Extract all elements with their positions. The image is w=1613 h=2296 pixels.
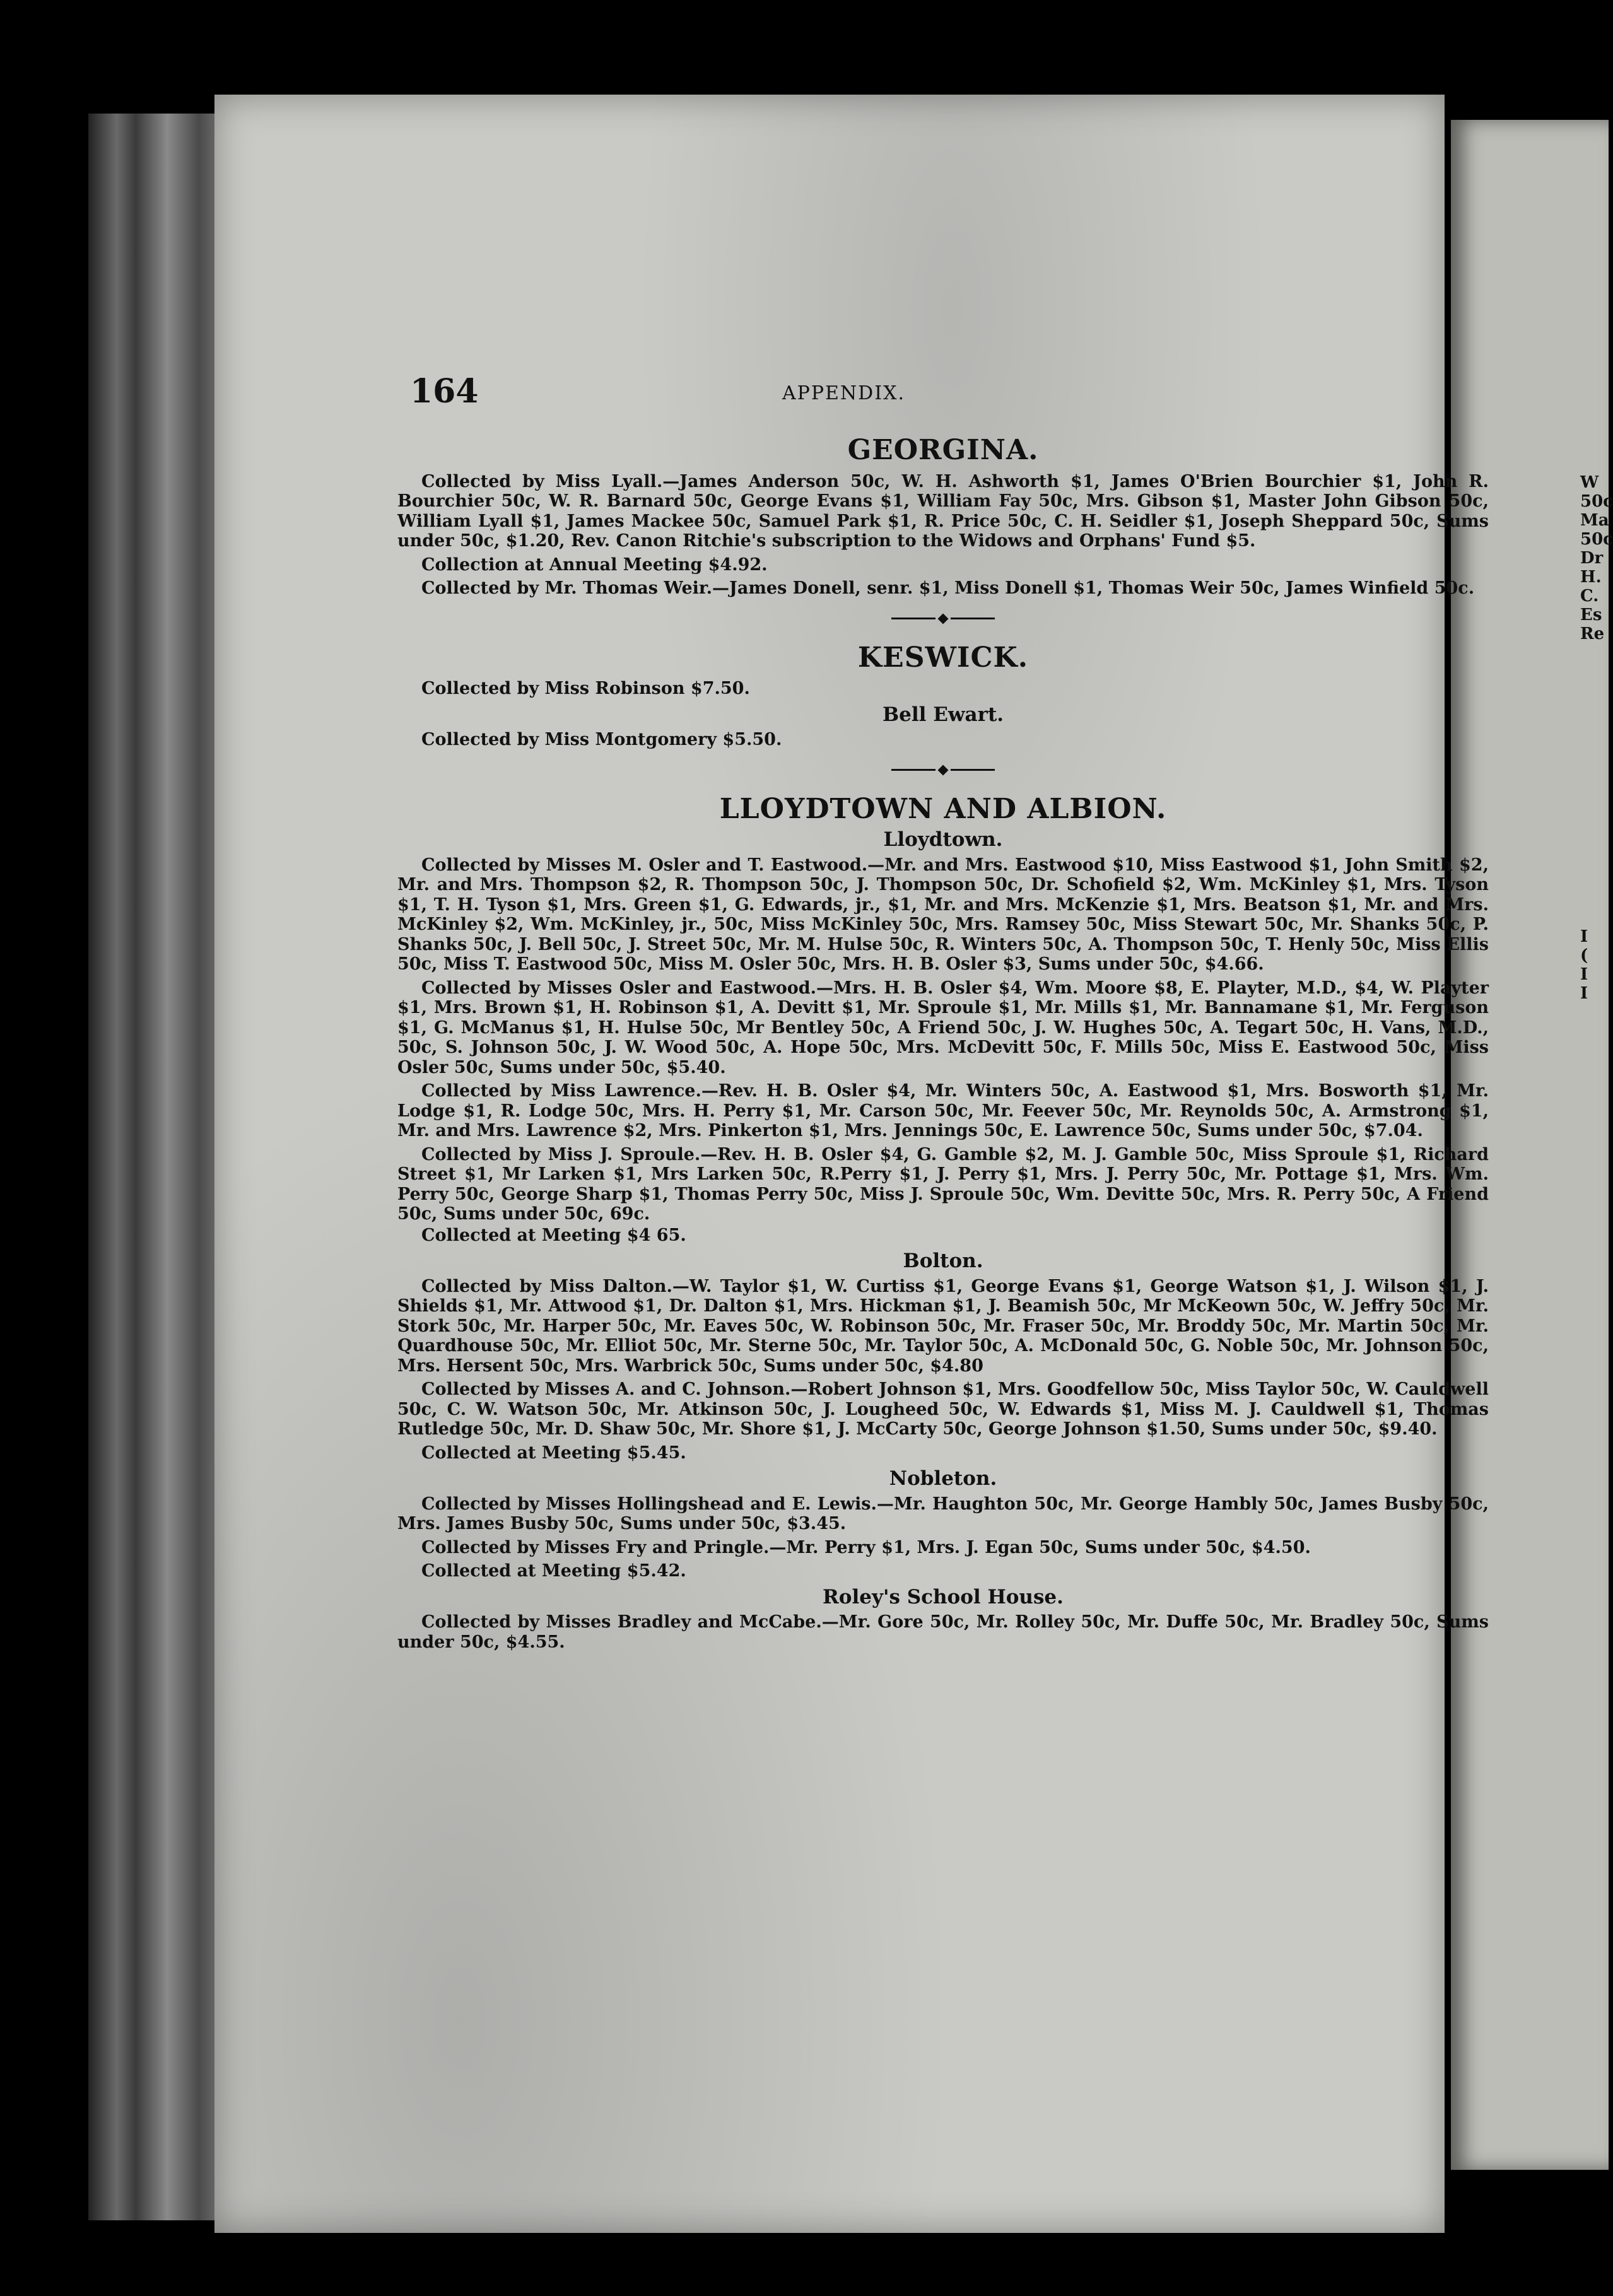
paragraph: Collected by Miss Dalton.—W. Taylor $1, W. Curtiss $1, George Evans $1, George Watson $1, J. Wilson $1, J. Shields $1, Mr. Attwood $1, Dr. Dalton $1, Mrs. Hickman $1, J. Beamish 50c, Mr McKeown 50c, W. Jeffry 50c, Mr. Stork 50c, Mr. Harper 50c, Mr. Eaves 50c, W. Robinson 50c, Mr. Fraser 50c, Mr. Broddy 50c, Mr. Martin 50c, Mr. Quardhouse 50c, Mr. Elliot 50c, Mr. Sterne 50c, Mr. Taylor 50c, A. McDonald 50c, G. Noble 50c, Mr. Johnson 50c, Mrs. Hersent 50c, Mrs. Warbrick 50c, Sums under 50c, $4.80 [397, 1276, 1489, 1376]
running-head: APPENDIX. [782, 382, 905, 404]
paragraph: Collected by Miss Lawrence.—Rev. H. B. Osler $4, Mr. Winters 50c, A. Eastwood $1, Mrs. Bosworth $1, Mr. Lodge $1, R. Lodge 50c, Mrs. H. Perry $1, Mr. Carson 50c, Mr. Feever 50c, Mr. Reynolds 50c, A. Armstrong $1, Mr. and Mrs. Lawrence $2, Mrs. Pinkerton $1, Mrs. Jennings 50c, E. Lawrence 50c, Sums under 50c, $7.04. [397, 1081, 1489, 1140]
paragraph: Collected by Miss Montgomery $5.50. [421, 730, 782, 749]
facing-page-fragments-top [1580, 473, 1613, 643]
paragraph: Collected by Misses Fry and Pringle.—Mr. Perry $1, Mrs. J. Egan 50c, Sums under 50c, $4.50. [421, 1537, 1311, 1557]
paragraph: Collected by Misses A. and C. Johnson.—Robert Johnson $1, Mrs. Goodfellow 50c, Miss Taylor 50c, W. Cauldwell 50c, C. W. Watson 50c, Mr. Atkinson 50c, J. Lougheed 50c, W. Edwards $1, Miss M. J. Cauldwell $1, Thomas Rutledge 50c, Mr. D. Shaw 50c, Mr. Shore $1, J. McCarty 50c, George Johnson $1.50, Sums under 50c, $9.40. [397, 1379, 1489, 1439]
fragment: C. [1580, 587, 1599, 606]
fragment: ( [1580, 946, 1588, 965]
paragraph: Collected by Miss Robinson $7.50. [421, 679, 750, 698]
fragment: I [1580, 927, 1588, 946]
book-page [214, 95, 1489, 2233]
page-header [410, 372, 1482, 416]
fragment: W [1580, 473, 1599, 492]
page-number: 164 [410, 372, 479, 411]
paragraph: Collected by Misses Hollingshead and E. Lewis.—Mr. Haughton 50c, Mr. George Hambly 50c, James Busby 50c, Mrs. James Busby 50c, Sums under 50c, $3.45. [397, 1494, 1489, 1533]
section-title-keswick: KESWICK. [857, 641, 1029, 674]
section-title-lloydtown-albion: LLOYDTOWN AND ALBION. [719, 792, 1167, 825]
paragraph: Collection at Annual Meeting $4.92. [421, 554, 768, 575]
paragraph: Collected by Misses Bradley and McCabe.—Mr. Gore 50c, Mr. Rolley 50c, Mr. Duffe 50c, Mr. Bradley 50c, Sums under 50c, $4.55. [397, 1612, 1489, 1652]
fragment: Es [1580, 606, 1602, 624]
fragment: I [1580, 984, 1588, 1003]
fragment: Ma [1580, 511, 1609, 530]
section-divider [397, 615, 1489, 623]
paragraph: Collected by Misses M. Osler and T. Eastwood.—Mr. and Mrs. Eastwood $10, Miss Eastwood $1, John Smith $2, Mr. and Mrs. Thompson $2, R. Thompson 50c, J. Thompson 50c, Dr. Schofield $2, Wm. McKinley $1, Mrs. Tyson $1, T. H. Tyson $1, Mrs. Green $1, G. Edwards, jr., $1, Mr. and Mrs. McKenzie $1, Mrs. Beatson $1, Mr. and Mrs. McKinley $2, Wm. McKinley, jr., 50c, Miss McKinley 50c, Mrs. Ramsey 50c, Miss Stewart 50c, Mr. Shanks 50c, P. Shanks 50c, J. Bell 50c, J. Street 50c, Mr. M. Hulse 50c, R. Winters 50c, A. Thompson 50c, T. Henly 50c, Miss Ellis 50c, Miss T. Eastwood 50c, Miss M. Osler 50c, Mrs. H. B. Osler $3, Sums under 50c, $4.66. [397, 855, 1489, 974]
page-body [397, 435, 1489, 1656]
paragraph: Collected by Misses Osler and Eastwood.—Mrs. H. B. Osler $4, Wm. Moore $8, E. Playter, M.D., $4, W. Playter $1, Mrs. Brown $1, H. Robinson $1, A. Devitt $1, Mr. Sproule $1, Mr. Mills $1, Mr. Bannamane $1, Mr. Ferguson $1, G. McManus $1, H. Hulse 50c, Mr Bentley 50c, A Friend 50c, J. W. Hughes 50c, A. Tegart 50c, H. Vans, M.D., 50c, S. Johnson 50c, J. W. Wood 50c, A. Hope 50c, Mrs. McDevitt 50c, F. Mills 50c, Miss E. Eastwood 50c, Miss Osler 50c, Sums under 50c, $5.40. [397, 978, 1489, 1077]
fragment: Re [1580, 624, 1605, 643]
fragment: I [1580, 965, 1588, 984]
subsection-title-bell-ewart: Bell Ewart. [882, 703, 1004, 726]
subsection-title-nobleton: Nobleton. [889, 1467, 997, 1490]
paragraph: Collected by Miss J. Sproule.—Rev. H. B. Osler $4, G. Gamble $2, M. J. Gamble 50c, Miss Sproule $1, Richard Street $1, Mr Larken $1, Mrs Larken 50c, R.Perry $1, J. Perry $1, Mrs. J. Perry 50c, Mr. Pottage $1, Mrs. Wm. Perry 50c, George Sharp $1, Thomas Perry 50c, Miss J. Sproule 50c, Wm. Devitte 50c, Mrs. R. Perry 50c, A Friend 50c, Sums under 50c, 69c. [397, 1144, 1489, 1224]
fragment: H. [1580, 568, 1602, 587]
section-divider [397, 766, 1489, 774]
paragraph: Collected by Mr. Thomas Weir.—James Donell, senr. $1, Miss Donell $1, Thomas Weir 50c, James Winfield 50c. [421, 578, 1475, 598]
paragraph: Collected by Miss Lyall.—James Anderson 50c, W. H. Ashworth $1, James O'Brien Bourchier $1, John R. Bourchier 50c, W. R. Barnard 50c, George Evans $1, William Fay 50c, Mrs. Gibson $1, Master John Gibson 50c, William Lyall $1, James Mackee 50c, Samuel Park $1, R. Price 50c, C. H. Seidler $1, Joseph Sheppard 50c, Sums under 50c, $1.20, Rev. Canon Ritchie's subscription to the Widows and Orphans' Fund $5. [397, 471, 1489, 551]
facing-page-fragments-bottom [1580, 927, 1588, 1003]
section-title-georgina: GEORGINA. [847, 434, 1039, 466]
fragment: 50c [1580, 492, 1613, 511]
paragraph: Collected at Meeting $4 65. [421, 1225, 686, 1245]
paragraph: Collected at Meeting $5.45. [421, 1443, 686, 1463]
fragment: 50c [1580, 530, 1613, 549]
subsection-title-lloydtown: Lloydtown. [883, 828, 1003, 851]
paragraph: Collected at Meeting $5.42. [421, 1561, 686, 1581]
fragment: Dr [1580, 549, 1604, 568]
subsection-title-roleys-school-house: Roley's School House. [823, 1585, 1064, 1608]
subsection-title-bolton: Bolton. [903, 1250, 983, 1272]
